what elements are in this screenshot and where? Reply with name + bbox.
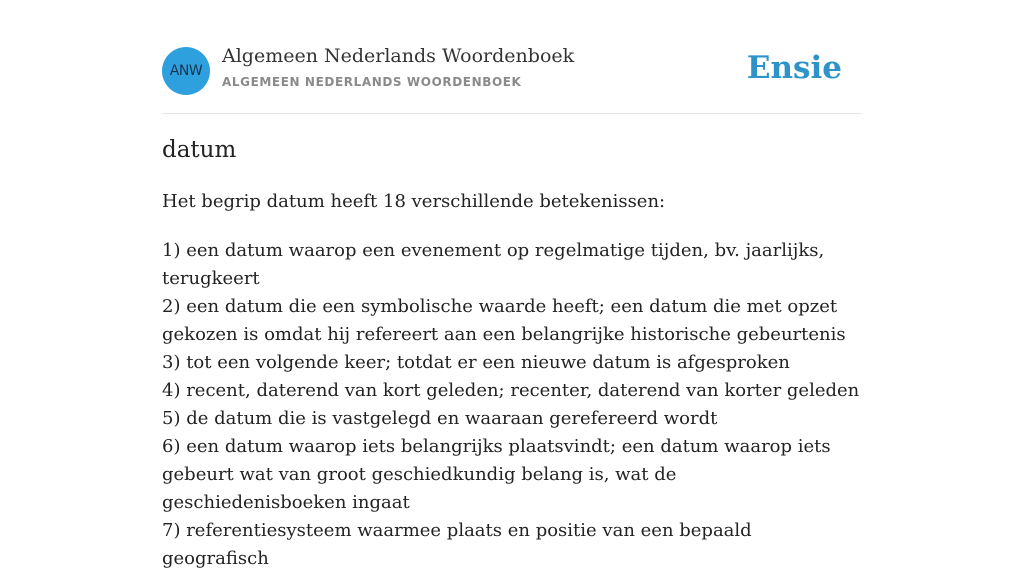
content-container: [162, 0, 862, 569]
anw-logo-icon[interactable]: ANW: [162, 47, 210, 95]
definition-item: 2) een datum die een symbolische waarde heeft; een datum die met opzet gekozen is omdat hij refereert aan een belangrijke historische gebeurtenis: [162, 296, 846, 345]
definition-item: 1) een datum waarop een evenement op regelmatige tijden, bv. jaarlijks, terugkeert: [162, 240, 825, 289]
definition-item: 5) de datum die is vastgelegd en waaraan gerefereerd wordt: [162, 408, 718, 429]
definition-item: 4) recent, daterend van kort geleden; recenter, daterend van korter geleden: [162, 380, 860, 401]
definitions-list: [162, 237, 862, 573]
source-subtitle: ALGEMEEN NEDERLANDS WOORDENBOEK: [222, 75, 522, 89]
intro-text: Het begrip datum heeft 18 verschillende betekenissen:: [162, 191, 666, 212]
ensie-logo[interactable]: Ensie: [746, 50, 842, 86]
definition-item: 7) referentiesysteem waarmee plaats en positie van een bepaald geografisch: [162, 520, 752, 569]
page-header: [162, 0, 862, 114]
page-title: datum: [162, 137, 237, 163]
definition-item: 6) een datum waarop iets belangrijks plaatsvindt; een datum waarop iets gebeurt wat van groot geschiedkundig belang is, wat de geschiedenisboeken ingaat: [162, 436, 831, 513]
source-title[interactable]: Algemeen Nederlands Woordenboek: [222, 45, 575, 67]
definition-item: 3) tot een volgende keer; totdat er een nieuwe datum is afgesproken: [162, 352, 790, 373]
